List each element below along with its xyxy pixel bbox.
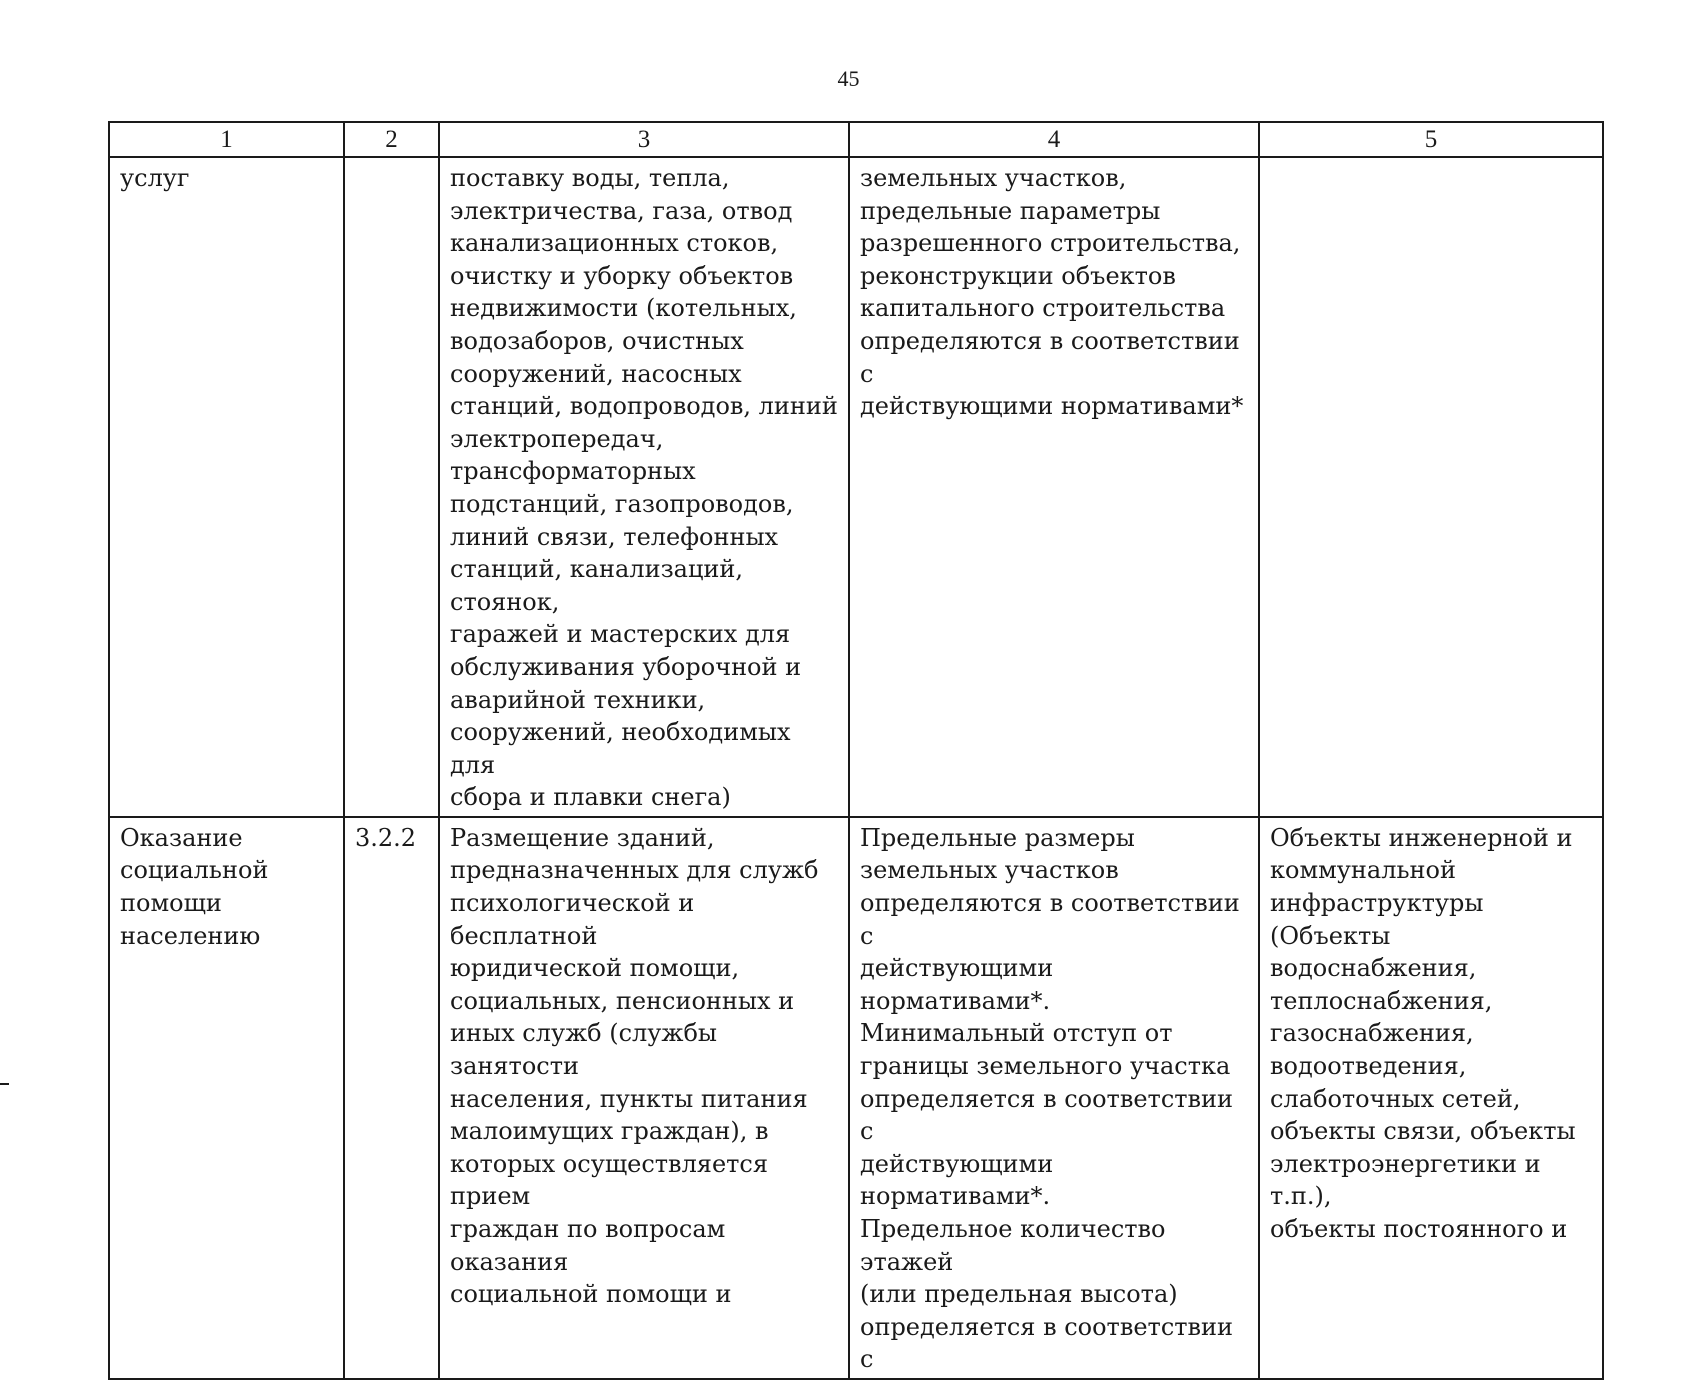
page-number: 45	[837, 66, 860, 91]
use-code-cell: 3.2.2	[344, 817, 439, 1379]
header-col-3: 3	[439, 122, 849, 157]
use-code-cell	[344, 157, 439, 817]
header-col-4: 4	[849, 122, 1259, 157]
use-type-name-cell: Оказание социальной помощи населению	[109, 817, 344, 1379]
use-description-cell: поставку воды, тепла, электричества, газа, отвод канализационных стоков, очистку и уборку объектов недвижимости (котельных, водозаборов, очистных сооружений, насосных станций, водопроводов, линий электропередач, трансформаторных подстанций, газопроводов, линий связи, телефонных станций, канализаций, стоянок, гаражей и мастерских для обслуживания уборочной и аварийной техники, сооружений, необходимых для сбора и плавки снега)	[439, 157, 849, 817]
use-type-name-cell: услуг	[109, 157, 344, 817]
parameters-cell: земельных участков, предельные параметры разрешенного строительства, реконструкции объектов капитального строительства определяются в соответствии с действующими нормативами*	[849, 157, 1259, 817]
auxiliary-objects-cell: Объекты инженерной и коммунальной инфраструктуры (Объекты водоснабжения, теплоснабжения, газоснабжения, водоотведения, слаботочных сетей, объекты связи, объекты электроэнергетики и т.п.), объекты постоянного и	[1259, 817, 1603, 1379]
scan-edge-mark	[0, 1083, 9, 1085]
use-description-cell: Размещение зданий, предназначенных для служб психологической и бесплатной юридической помощи, социальных, пенсионных и иных служб (службы занятости населения, пункты питания малоимущих граждан), в которых осуществляется прием граждан по вопросам оказания социальной помощи и	[439, 817, 849, 1379]
table-row	[109, 157, 1603, 817]
land-use-table	[108, 121, 1604, 1380]
parameters-cell: Предельные размеры земельных участков определяются в соответствии с действующими нормативами*. Минимальный отступ от границы земельного участка определяется в соответствии с действующими нормативами*. Предельное количество этажей (или предельная высота) определяется в соответствии с	[849, 817, 1259, 1379]
table-row	[109, 817, 1603, 1379]
header-col-5: 5	[1259, 122, 1603, 157]
header-col-2: 2	[344, 122, 439, 157]
header-col-1: 1	[109, 122, 344, 157]
auxiliary-objects-cell	[1259, 157, 1603, 817]
table-header-row	[109, 122, 1603, 157]
